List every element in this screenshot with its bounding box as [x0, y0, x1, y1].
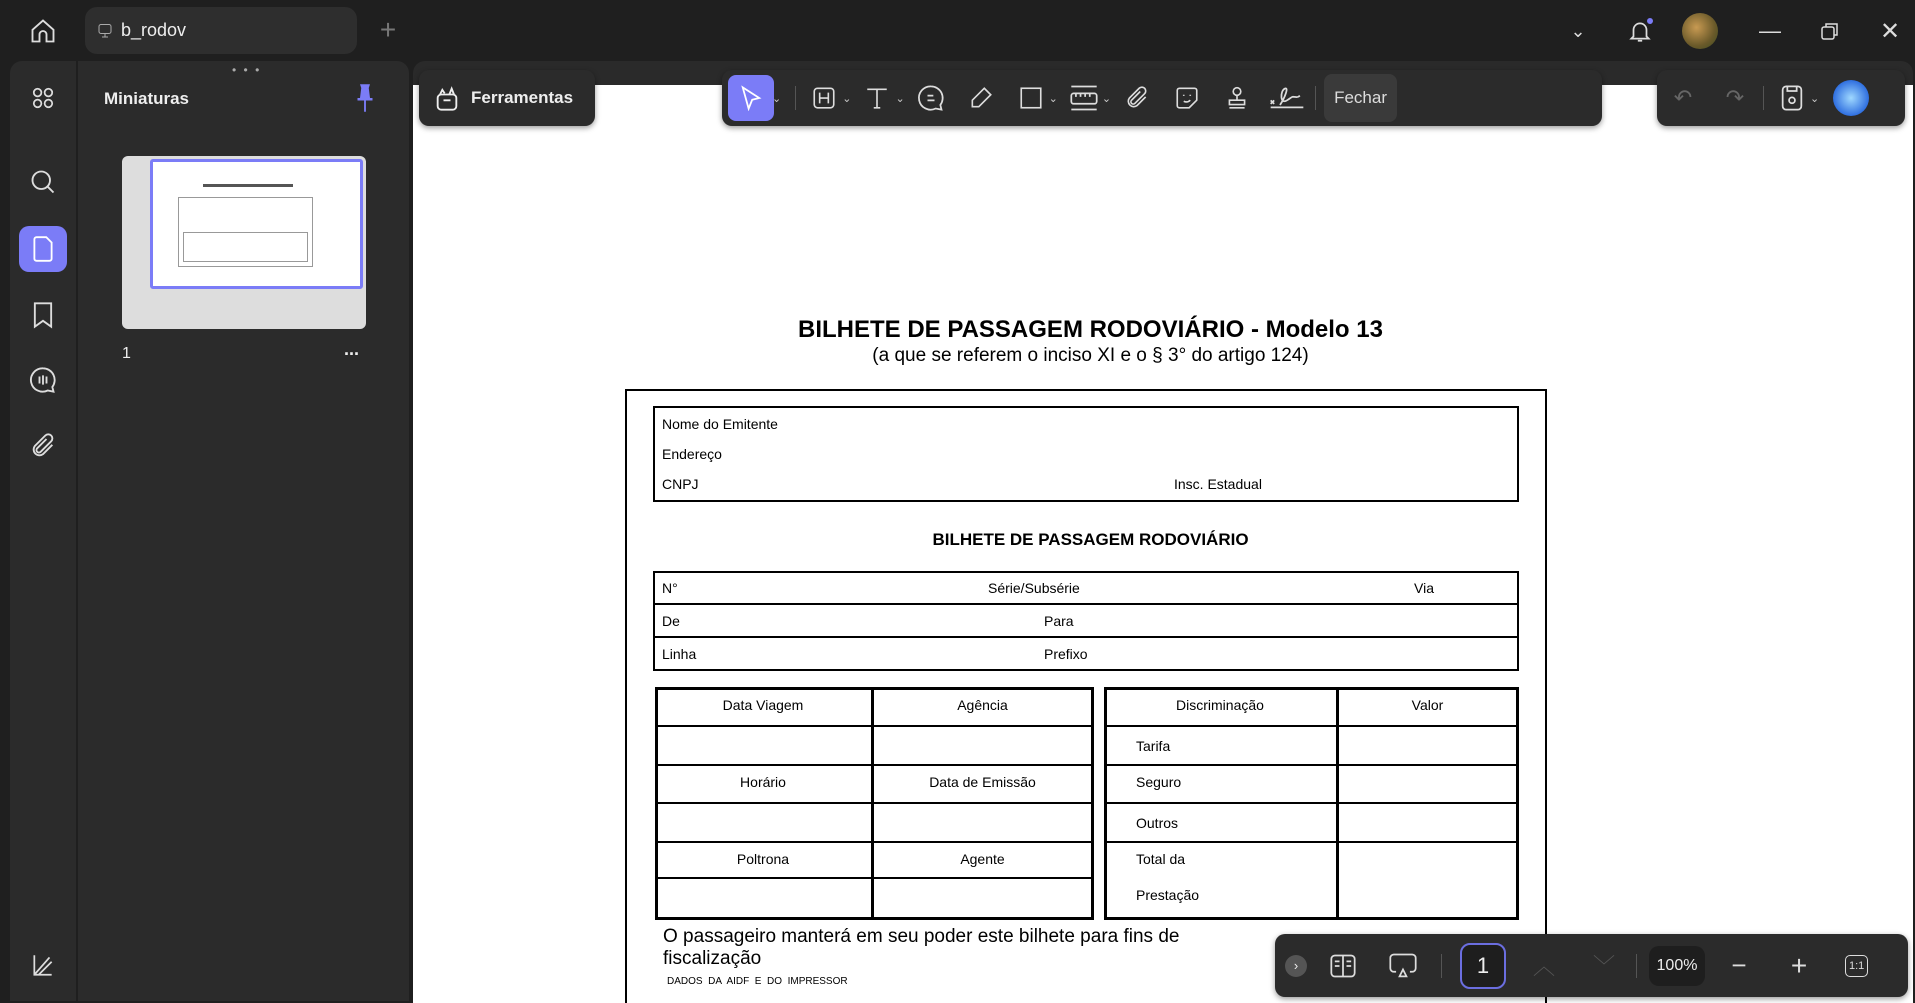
document-viewer — [413, 61, 1913, 1003]
ruler-icon — [1069, 84, 1099, 112]
stamp-tool-button[interactable] — [1217, 78, 1257, 118]
aidf-label: DADOS DA AIDF E DO IMPRESSOR — [667, 976, 848, 987]
chevron-down-icon[interactable]: ⌄ — [1810, 92, 1820, 105]
notification-bell-icon[interactable] — [1623, 14, 1657, 48]
chevron-down-icon[interactable]: ⌄ — [1048, 92, 1058, 105]
sidebar-toggle-icon[interactable] — [19, 942, 67, 988]
page-content — [413, 85, 1913, 1003]
info-numero: N° — [662, 580, 678, 596]
page-number-label: 1 — [122, 345, 131, 362]
presentation-icon[interactable] — [1383, 946, 1423, 986]
doc-subtitle: (a que se referem o inciso XI e o § 3° do artigo 124) — [872, 345, 1309, 366]
monitor-icon — [97, 23, 113, 39]
annotation-toolbar — [722, 70, 1602, 126]
grid-data-emissao: Data de Emissão — [929, 774, 1036, 790]
grid-tarifa: Tarifa — [1136, 738, 1171, 754]
grid-total-da: Total da — [1136, 851, 1186, 867]
home-icon — [29, 17, 57, 45]
comment-icon — [917, 84, 945, 112]
pdf-page — [413, 85, 1913, 1003]
panel-title: Miniaturas — [104, 89, 190, 108]
emitente-insc: Insc. Estadual — [1174, 476, 1262, 492]
zoom-level[interactable]: 100% — [1649, 946, 1705, 986]
two-page-view-icon[interactable] — [1323, 946, 1363, 986]
panel-drag-handle[interactable]: • • • — [232, 63, 262, 77]
footer-note: O passageiro manterá em seu poder este bilhete para fins de fiscalização — [663, 926, 1180, 969]
shape-tool-button[interactable] — [1011, 78, 1051, 118]
new-tab-button[interactable]: + — [379, 14, 397, 45]
page-number-input[interactable]: 1 — [1460, 943, 1506, 989]
save-icon — [1780, 84, 1804, 112]
signature-tool-button[interactable] — [1267, 78, 1307, 118]
minimize-button[interactable]: — — [1759, 18, 1781, 43]
info-para: Para — [1044, 613, 1074, 629]
previous-page-button[interactable]: ︿ — [1532, 954, 1555, 979]
grid-horario: Horário — [740, 774, 786, 790]
user-avatar[interactable] — [1682, 13, 1718, 49]
grid-data-viagem: Data Viagem — [722, 697, 804, 713]
apps-icon[interactable] — [19, 75, 67, 121]
chevron-down-icon[interactable]: ⌄ — [772, 92, 782, 105]
heading-icon — [811, 85, 837, 111]
ticket-heading: BILHETE DE PASSAGEM RODOVIÁRIO — [932, 530, 1249, 549]
thumbnails-page-icon[interactable] — [19, 226, 67, 272]
next-page-button[interactable]: ﹀ — [1592, 954, 1615, 979]
tools-label: Ferramentas — [471, 88, 574, 107]
grid-agente: Agente — [960, 851, 1005, 867]
text-icon — [863, 85, 891, 111]
grid-valor: Valor — [1411, 697, 1444, 713]
chevron-down-icon[interactable]: ⌄ — [895, 92, 905, 105]
stamp-icon — [1224, 85, 1250, 111]
comments-icon[interactable] — [19, 357, 67, 403]
collapse-bar-button[interactable]: › — [1285, 955, 1307, 977]
undo-button[interactable]: ↶ — [1673, 85, 1693, 110]
page-navigation-bar — [1275, 934, 1908, 997]
tools-button[interactable] — [419, 70, 595, 126]
close-tools-button[interactable]: Fechar — [1324, 74, 1397, 122]
toolbox-icon — [433, 84, 461, 112]
ai-assistant-button[interactable] — [1833, 80, 1869, 116]
rectangle-icon — [1018, 85, 1044, 111]
emitente-cnpj: CNPJ — [662, 476, 699, 492]
left-rail — [10, 61, 76, 1001]
bookmark-icon[interactable] — [19, 292, 67, 338]
chevron-down-icon[interactable]: ⌄ — [1570, 20, 1586, 41]
attach-tool-button[interactable] — [1117, 78, 1157, 118]
pencil-tool-button[interactable] — [961, 78, 1001, 118]
save-button[interactable] — [1772, 78, 1812, 118]
close-window-button[interactable]: ✕ — [1879, 17, 1901, 45]
comment-tool-button[interactable] — [911, 78, 951, 118]
home-button[interactable] — [24, 12, 62, 50]
grid-prestacao: Prestação — [1136, 887, 1200, 903]
redo-button[interactable]: ↷ — [1725, 85, 1745, 110]
highlight-tool-button[interactable] — [804, 78, 844, 118]
info-de: De — [662, 613, 680, 629]
grid-outros: Outros — [1136, 815, 1179, 831]
zoom-out-button[interactable]: − — [1731, 950, 1747, 980]
page-thumbnail[interactable] — [122, 156, 366, 329]
actual-size-button[interactable]: 1:1 — [1845, 955, 1868, 977]
pin-icon[interactable] — [354, 83, 376, 118]
emitente-box — [653, 406, 1519, 502]
actions-toolbar — [1657, 70, 1905, 126]
emitente-endereco: Endereço — [662, 446, 722, 462]
zoom-in-button[interactable]: + — [1790, 949, 1808, 981]
grid-discriminacao: Discriminação — [1176, 697, 1264, 713]
emitente-nome: Nome do Emitente — [662, 416, 778, 432]
attachment-icon[interactable] — [19, 423, 67, 469]
chevron-down-icon[interactable]: ⌄ — [1101, 92, 1112, 105]
sticker-tool-button[interactable] — [1167, 78, 1207, 118]
search-icon[interactable] — [19, 159, 67, 205]
grid-seguro: Seguro — [1136, 774, 1182, 790]
grid-agencia: Agência — [957, 697, 1008, 713]
pencil-icon — [968, 84, 994, 112]
info-via: Via — [1414, 580, 1434, 596]
signature-icon — [1267, 84, 1307, 112]
info-serie: Série/Subsérie — [988, 580, 1080, 596]
cursor-icon — [739, 85, 763, 111]
grid-poltrona: Poltrona — [736, 851, 790, 867]
document-tab[interactable] — [85, 7, 357, 54]
text-tool-button[interactable] — [857, 78, 897, 118]
doc-title: BILHETE DE PASSAGEM RODOVIÁRIO - Modelo 13 — [798, 316, 1383, 343]
info-prefixo: Prefixo — [1044, 646, 1088, 662]
measure-tool-button[interactable] — [1064, 78, 1104, 118]
paperclip-icon — [1124, 85, 1150, 111]
tab-title: b_rodov — [121, 20, 187, 40]
page-more-button[interactable]: ... — [344, 339, 360, 359]
restore-button[interactable] — [1815, 16, 1845, 46]
select-tool-button[interactable] — [728, 75, 774, 121]
info-linha: Linha — [662, 646, 697, 662]
sticker-icon — [1174, 85, 1200, 111]
chevron-down-icon[interactable]: ⌄ — [842, 92, 852, 105]
thumbnails-panel — [78, 61, 409, 1001]
